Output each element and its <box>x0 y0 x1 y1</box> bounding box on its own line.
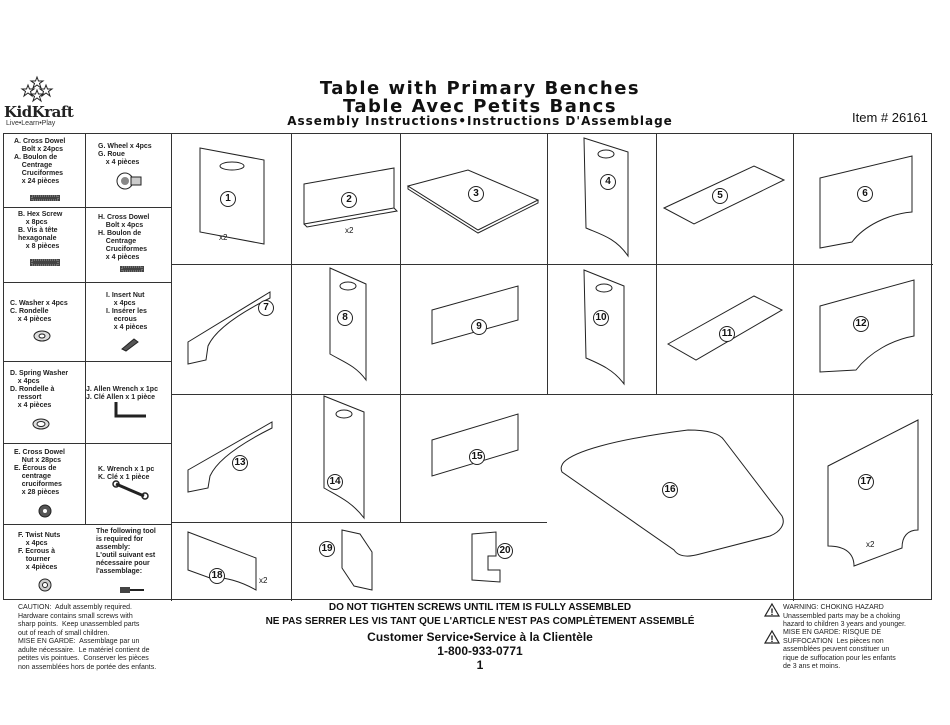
title-french: Table Avec Petits Bancs <box>342 96 618 117</box>
hardware-k: K. Wrench x 1 pc K. Clé x 1 pièce <box>98 466 155 481</box>
part-label-16: 16 <box>662 482 678 498</box>
qty-part-2: x2 <box>345 226 354 235</box>
allen-wrench-icon <box>112 400 148 420</box>
title-english: Table with Primary Benches <box>319 78 641 99</box>
part-9-drawing <box>430 286 520 348</box>
customer-service: Customer Service•Service à la Clientèle <box>367 630 593 644</box>
hardware-e: E. Cross Dowel Nut x 28pcs E. Écrous de centrage cruciformes x 28 pièces <box>14 449 65 496</box>
hardware-i: I. Insert Nut x 4pcs I. Insérer les ecrous x 4 pièces <box>106 292 148 331</box>
hardware-f: F. Twist Nuts x 4pcs F. Ecrous à tourner x 4pièces <box>18 532 61 571</box>
part-label-18: 18 <box>209 568 225 584</box>
part-label-20: 20 <box>497 543 513 559</box>
svg-text:!: ! <box>770 607 774 617</box>
subtitle: Assembly Instructions•Instructions D'Assemblage <box>287 114 673 128</box>
logo-stars-icon <box>20 76 54 104</box>
notice-french: NE PAS SERRER LES VIS TANT QUE L'ARTICLE N'EST PAS COMPLÈTEMENT ASSEMBLÉ <box>265 616 695 627</box>
twist-nut-icon <box>37 578 53 592</box>
page-number: 1 <box>476 658 484 672</box>
dowel-nut-icon <box>38 504 52 518</box>
part-label-11: 11 <box>719 326 735 342</box>
notice-english: DO NOT TIGHTEN SCREWS UNTIL ITEM IS FULLY ASSEMBLED <box>328 602 632 613</box>
qty-part-18: x2 <box>259 576 268 585</box>
hardware-d: D. Spring Washer x 4pcs D. Rondelle à ressort x 4 pièces <box>10 370 69 409</box>
part-label-6: 6 <box>857 186 873 202</box>
hardware-tool: The following tool is required for assembly: L'outil suivant est nécessaire pour l'assemblage: <box>96 528 156 575</box>
part-label-5: 5 <box>712 188 728 204</box>
hardware-g: G. Wheel x 4pcs G. Roue x 4 pièces <box>98 143 152 166</box>
qty-part-17: x2 <box>866 540 875 549</box>
part-6-drawing <box>818 156 916 248</box>
part-label-8: 8 <box>337 310 353 326</box>
part-label-10: 10 <box>593 310 609 326</box>
part-label-19: 19 <box>319 541 335 557</box>
svg-text:!: ! <box>770 634 774 644</box>
warning-triangle-icon <box>764 630 780 644</box>
part-13-drawing <box>186 420 278 494</box>
washer-icon <box>33 330 51 342</box>
hardware-h: H. Cross Dowel Bolt x 4pcs H. Boulon de Centrage Cruciformes x 4 pièces <box>98 214 150 261</box>
spring-washer-icon <box>32 418 50 430</box>
warning-english: WARNING: CHOKING HAZARD Unassembled parts may be a choking hazard to children 3 years and younger. <box>783 604 906 628</box>
hardware-j: J. Allen Wrench x 1pc J. Clé Allen x 1 pièce <box>86 386 158 401</box>
part-label-3: 3 <box>468 186 484 202</box>
part-label-7: 7 <box>258 300 274 316</box>
part-label-9: 9 <box>471 319 487 335</box>
part-19-drawing <box>340 528 376 592</box>
wrench-icon <box>110 480 150 500</box>
part-14-drawing <box>320 396 368 524</box>
hex-screw-icon <box>30 259 60 266</box>
part-8-drawing <box>326 268 370 392</box>
part-label-17: 17 <box>858 474 874 490</box>
phone-number: 1-800-933-0771 <box>437 644 523 658</box>
warning-triangle-icon <box>764 603 780 617</box>
warning-french: MISE EN GARDE: RISQUE DE SUFFOCATION Les pièces non assemblées peuvent constituer un rique de suffocation pour les enfants de 3 ans et moins. <box>783 629 896 670</box>
part-label-2: 2 <box>341 192 357 208</box>
insert-nut-icon <box>120 335 140 351</box>
bolt-icon <box>120 266 144 272</box>
part-label-4: 4 <box>600 174 616 190</box>
brand-logo: KidKraft <box>4 103 74 121</box>
part-label-13: 13 <box>232 455 248 471</box>
hardware-b: B. Hex Screw x 8pcs B. Vis à tête hexagonale x 8 pièces <box>18 211 63 250</box>
part-label-12: 12 <box>853 316 869 332</box>
part-15-drawing <box>430 414 520 480</box>
caution-text: CAUTION: Adult assembly required. Hardware contains small screws with sharp points. Keep unassembled parts out of reach of small children. MISE EN GARDE: Assemblage par un adulte nécessaire. Le matériel contient de petites vis pointues. Conserver les pièces non assemblées hors de portée des enfants. <box>18 604 157 671</box>
wheel-icon <box>116 170 142 192</box>
hardware-c: C. Washer x 4pcs C. Rondelle x 4 pièces <box>10 300 68 323</box>
part-label-14: 14 <box>327 474 343 490</box>
part-4-drawing <box>580 138 632 262</box>
brand-tagline: Live•Learn•Play <box>6 120 56 127</box>
part-10-drawing <box>580 270 628 390</box>
qty-part-1: x2 <box>219 233 228 242</box>
part-label-1: 1 <box>220 191 236 207</box>
hardware-a: A. Cross Dowel Bolt x 24pcs A. Boulon de Centrage Cruciformes x 24 pièces <box>14 138 66 185</box>
part-label-15: 15 <box>469 449 485 465</box>
item-number: Item # 26161 <box>852 110 928 125</box>
screwdriver-icon <box>120 586 146 594</box>
part-18-drawing <box>186 530 258 592</box>
bolt-icon <box>30 195 60 201</box>
